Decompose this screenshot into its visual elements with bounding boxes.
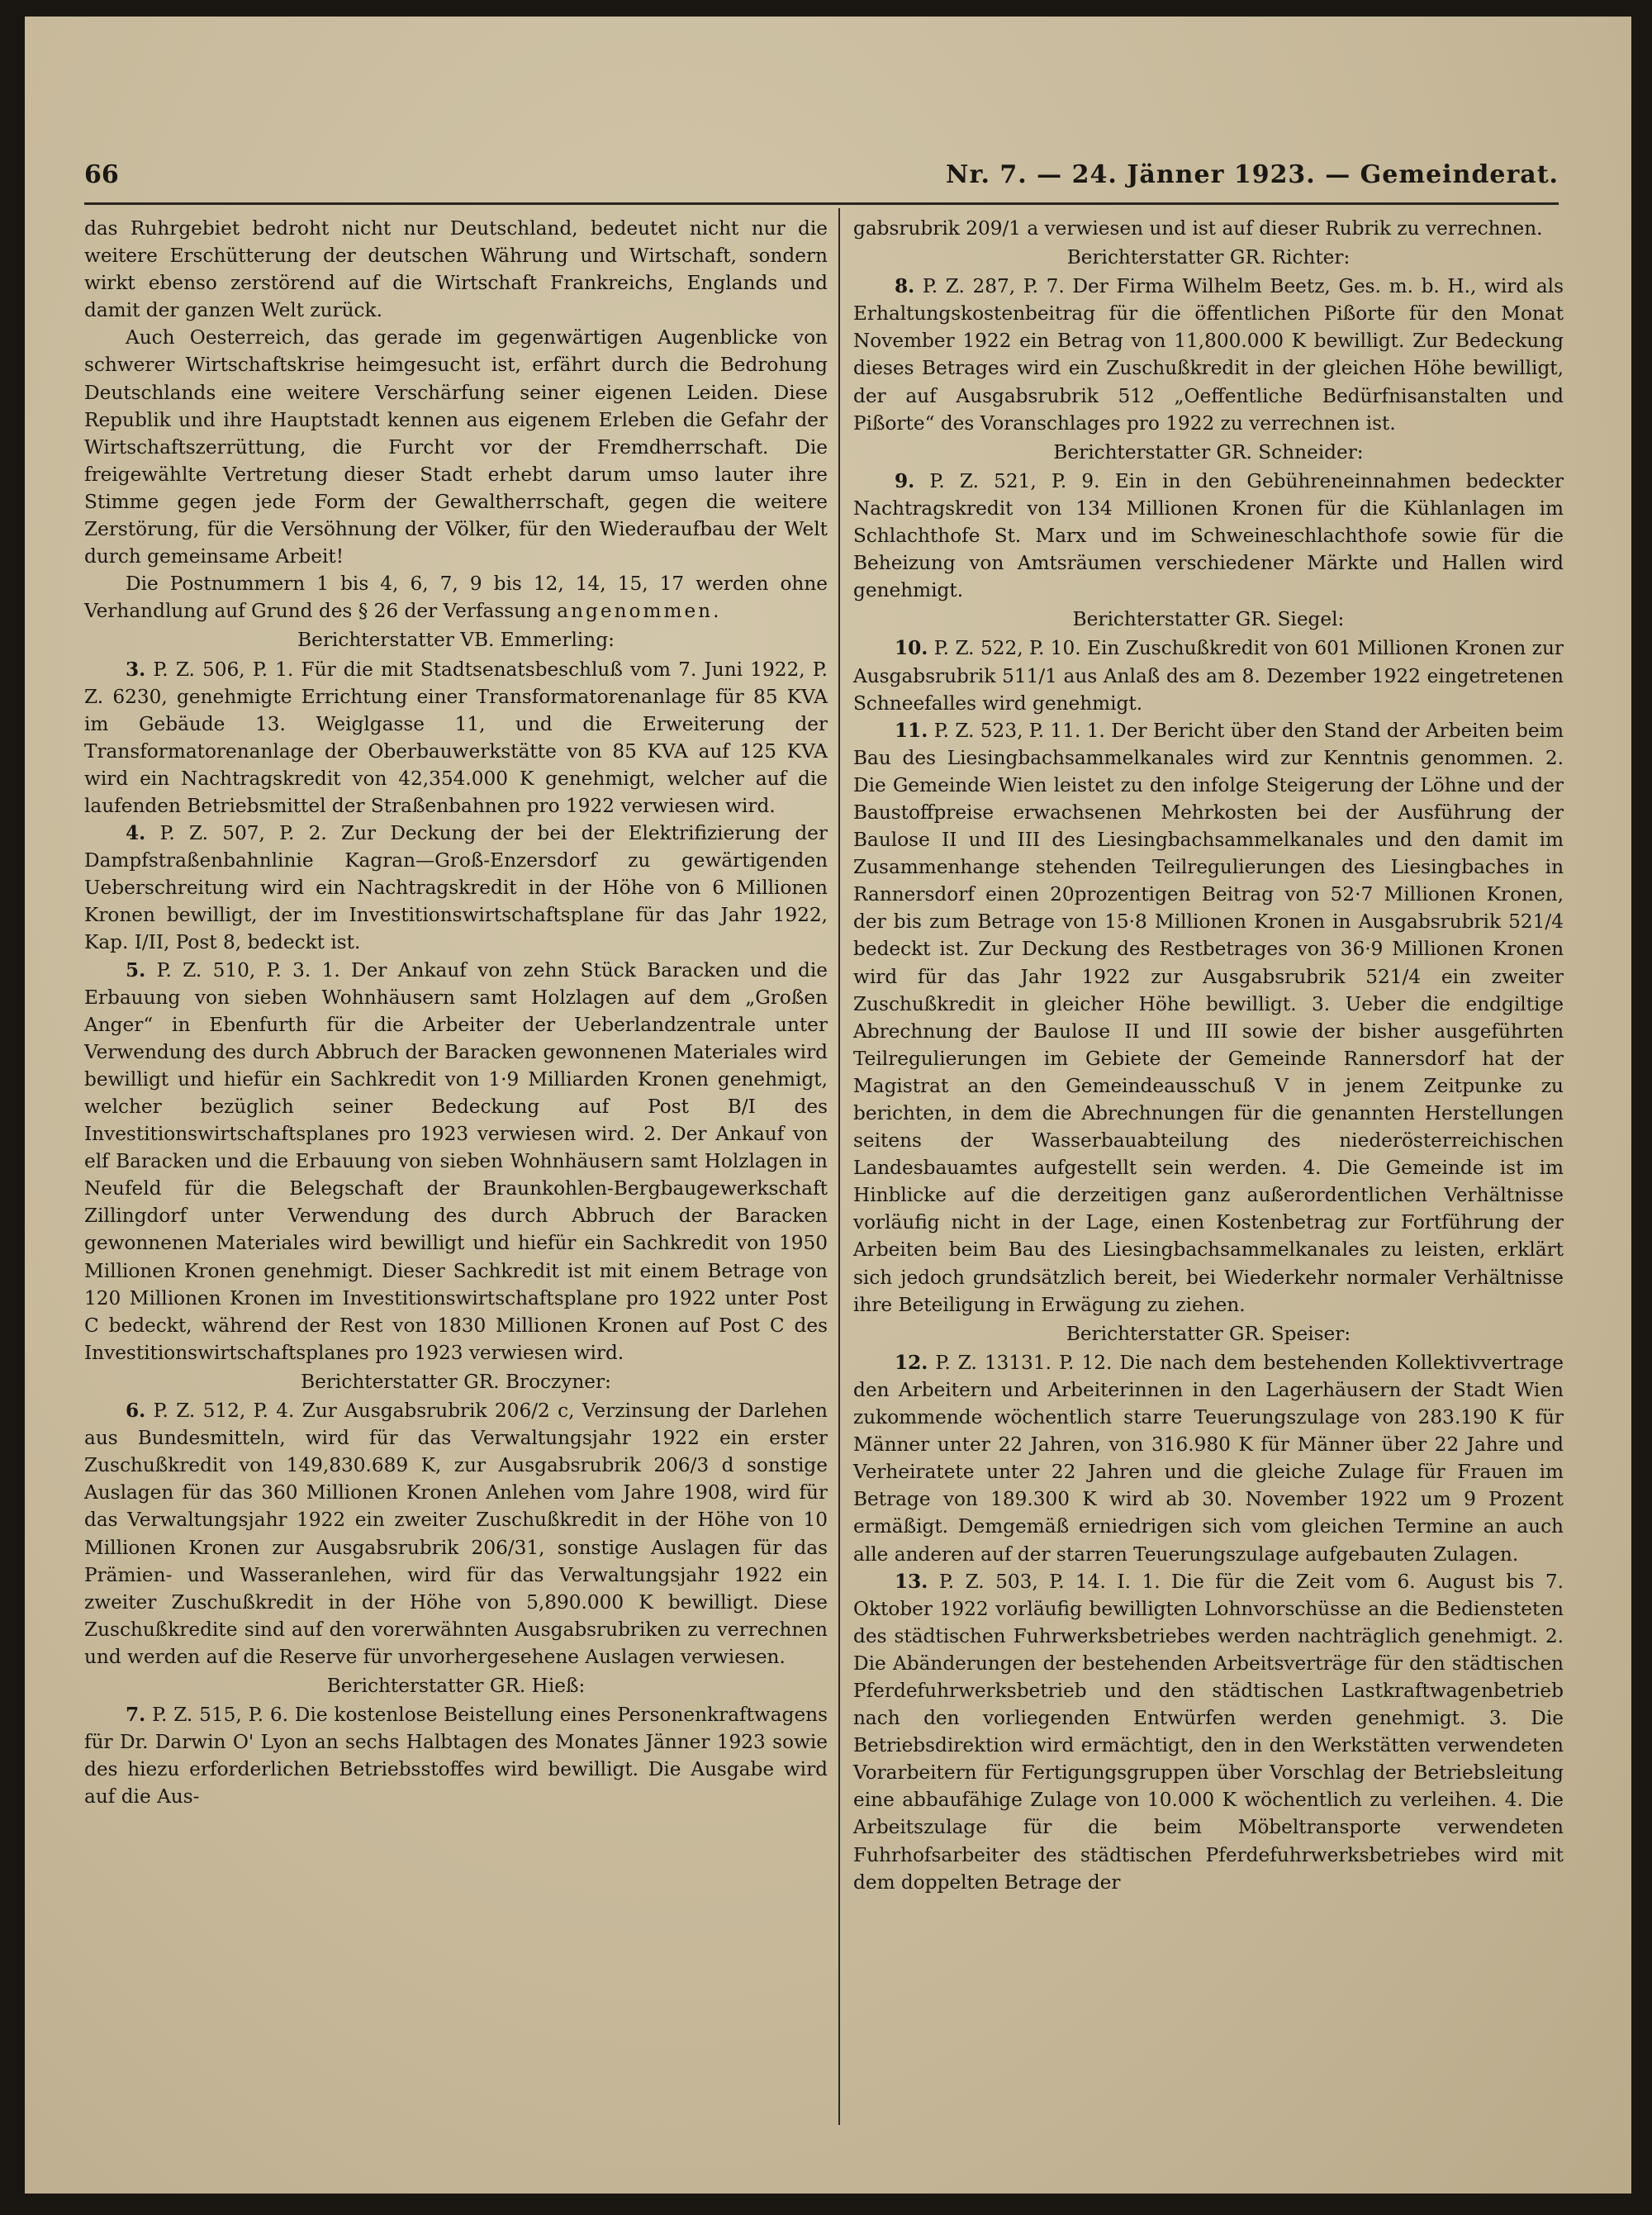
agenda-item <box>84 957 828 1367</box>
item-text: P. Z. 515, P. 6. Die kostenlose Beistellung eines Personenkraftwagens für Dr. Darwin O' Lyon an sechs Halbtagen des Monates Jänner 1923 sowie des hiezu erforderlichen Betriebsstoffes wird bewilligt. Die Ausgabe wird auf die Aus- <box>84 1704 828 1809</box>
page-number: 66 <box>84 160 119 189</box>
agenda-item <box>853 717 1564 1319</box>
rapporteur-heading: Berichterstatter GR. Broczyner: <box>301 1370 611 1393</box>
rapporteur-heading: Berichterstatter VB. Emmerling: <box>297 629 615 652</box>
agenda-item <box>853 635 1564 716</box>
paragraph: das Ruhrgebiet bedroht nicht nur Deutschland, bedeutet nicht nur die weitere Erschütterung der deutschen Währung und Wirtschaft, sondern wirkt ebenso zerstörend auf die Wirtschaft Frankreichs, Englands und damit der ganzen Welt zurück. <box>84 217 828 322</box>
paragraph <box>84 570 828 625</box>
item-number: 6. <box>126 1400 146 1423</box>
paragraph: Auch Oesterreich, das gerade im gegenwärtigen Augenblicke von schwerer Wirtschaftskrise heimgesucht ist, erfährt durch die Bedrohung Deutschlands eine weitere Verschärfung seiner eigenen Leiden. Diese Republik und ihre Hauptstadt kennen aus eigenem Erleben die Gefahr der Wirtschaftszerrüttung, die Furcht vor der Fremdherrschaft. Die freigewählte Vertretung dieser Stadt erhebt darum umso lauter ihre Stimme gegen jede Form der Gewaltherrschaft, gegen die weitere Zerstörung, für die Versöhnung der Völker, für den Wiederaufbau der Welt durch gemeinsame Arbeit! <box>84 326 828 568</box>
agenda-item <box>84 1397 828 1671</box>
item-text: P. Z. 522, P. 10. Ein Zuschußkredit von 601 Millionen Kronen zur Ausgabsrubrik 511/1 aus Anlaß des am 8. Dezember 1922 eingetretenen Schneefalles wird genehmigt. <box>853 637 1564 715</box>
item-text: P. Z. 287, P. 7. Der Firma Wilhelm Beetz, Ges. m. b. H., wird als Erhaltungskostenbeitrag für die öffentlichen Pißorte für den Monat November 1922 ein Betrag von 11,800.000 K bewilligt. Zur Bedeckung dieses Betrages wird ein Zuschußkredit in der gleichen Höhe bewilligt, der auf Ausgabsrubrik 512 „Oeffentliche Bedürfnisanstalten und Pißorte“ des Voranschlages pro 1922 zu verrechnen ist. <box>853 275 1564 435</box>
agenda-item <box>853 468 1564 604</box>
paragraph: gabsrubrik 209/1 a verwiesen und ist auf dieser Rubrik zu verrechnen. <box>853 217 1543 240</box>
agenda-item <box>84 820 828 956</box>
item-number: 12. <box>895 1351 928 1374</box>
right-column <box>853 215 1564 1896</box>
item-number: 13. <box>895 1570 928 1593</box>
item-number: 4. <box>126 822 146 845</box>
item-text: P. Z. 521, P. 9. Ein in den Gebühreneinnahmen bedeckter Nachtragskredit von 134 Millionen Kronen für die Kühlanlagen im Schlachthofe St. Marx und im Schweineschlachthofe sowie für die Beheizung von Amtsräumen verschiedener Märkte und Hallen wird genehmigt. <box>853 469 1564 602</box>
rapporteur-heading: Berichterstatter GR. Hieß: <box>326 1674 586 1697</box>
item-number: 5. <box>126 958 146 982</box>
agenda-item <box>853 273 1564 437</box>
rapporteur-heading: Berichterstatter GR. Richter: <box>1066 246 1351 269</box>
agenda-item <box>84 656 828 820</box>
rapporteur-heading: Berichterstatter GR. Schneider: <box>1053 440 1364 463</box>
left-column <box>84 215 828 1810</box>
agenda-item <box>853 1349 1564 1568</box>
page-header <box>84 157 1559 198</box>
paragraph-text: Die Postnummern 1 bis 4, 6, 7, 9 bis 12, 14, 15, 17 werden ohne Verhandlung auf Grund des § 26 der Verfassung <box>84 573 828 623</box>
rapporteur-heading: Berichterstatter GR. Siegel: <box>1072 608 1345 631</box>
item-text: P. Z. 507, P. 2. Zur Deckung der bei der Elektrifizierung der Dampfstraßenbahnlinie Kagran—Groß-Enzersdorf zu gewärtigenden Ueberschreitung wird ein Nachtragskredit in der Höhe von 6 Millionen Kronen bewilligt, der im Investitionswirtschaftsplane für das Jahr 1922, Kap. I/II, Post 8, bedeckt ist. <box>84 822 828 954</box>
item-number: 9. <box>895 469 915 492</box>
rapporteur-heading: Berichterstatter GR. Speiser: <box>1066 1322 1351 1345</box>
item-number: 8. <box>895 275 915 298</box>
item-text: P. Z. 523, P. 11. 1. Der Bericht über den Stand der Arbeiten beim Bau des Liesingbachsammelkanales wird zur Kenntnis genommen. 2. Die Gemeinde Wien leistet zu den infolge Steigerung der Löhne und der Baustoffpreise erwachsenen Mehrkosten bei der Ausführung der Baulose II und III des Liesingbachsammelkanales und den damit im Zusammenhange stehenden Teilregulierungen des Liesingbaches in Rannersdorf einen 20prozentigen Beitrag von 52·7 Millionen Kronen, der bis zum Betrage von 15·8 Millionen Kronen in Ausgabsrubrik 521/4 bedeckt ist. Zur Deckung des Restbetrages von 36·9 Millionen Kronen wird für das Jahr 1922 zur Ausgabsrubrik 521/4 ein zweiter Zuschußkredit in gleicher Höhe bewilligt. 3. Ueber die endgiltige Abrechnung der Baulose II und III sowie der bisher ausgeführten Teilregulierungen im Gebiete der Gemeinde Rannersdorf hat der Magistrat an den Gemeindeausschuß V in jenem Zeitpunke zu berichten, in dem die Abrechnungen für die genannten Herstellungen seitens der Wasserbauabteilung des niederösterreichischen Landesbauamtes aufgestellt sein werden. 4. Die Gemeinde ist im Hinblicke auf die derzeitigen ganz außerordentlichen Verhältnisse vorläufig nicht in der Lage, einen Kostenbetrag zur Fortführung der Arbeiten beim Bau des Liesingbachsammelkanales zu leisten, erklärt sich jedoch grundsätzlich bereit, bei Wiederkehr normaler Verhältnisse ihre Beteiligung in Erwägung zu ziehen. <box>853 719 1564 1316</box>
emphasis-text: angenommen. <box>557 600 722 623</box>
newspaper-page <box>25 17 1631 2194</box>
item-text: P. Z. 13131. P. 12. Die nach dem bestehenden Kollektivvertrage den Arbeitern und Arbeiterinnen in den Lagerhäusern der Stadt Wien zukommende wöchentlich starre Teuerungszulage von 283.190 K für Männer unter 22 Jahren, von 316.980 K für Männer über 22 Jahre und Verheiratete unter 22 Jahren und die gleiche Zulage für Frauen im Betrage von 189.300 K wird ab 30. November 1922 um 9 Prozent ermäßigt. Demgemäß erniedrigen sich vom gleichen Termine an auch alle anderen auf der starren Teuerungszulage aufgebauten Zulagen. <box>853 1351 1564 1566</box>
item-number: 7. <box>126 1704 146 1727</box>
column-divider <box>838 208 840 2125</box>
header-rule <box>84 202 1559 205</box>
item-number: 11. <box>895 719 928 742</box>
item-text: P. Z. 510, P. 3. 1. Der Ankauf von zehn Stück Baracken und die Erbauung von sieben Wohnhäusern samt Holzlagen auf dem „Großen Anger“ in Ebenfurth für die Arbeiter der Ueberlandzentrale unter Verwendung des durch Abbruch der Baracken gewonnenen Materiales wird bewilligt und hiefür ein Sachkredit von 1·9 Milliarden Kronen genehmigt, welcher bezüglich seiner Bedeckung auf Post B/I des Investitionswirtschaftsplanes pro 1923 verwiesen wird. 2. Der Ankauf von elf Baracken und die Erbauung von sieben Wohnhäusern samt Holzlagen in Neufeld für die Belegschaft der Braunkohlen-Bergbaugewerkschaft Zillingdorf unter Verwendung des durch Abbruch der Baracken gewonnenen Materiales wird bewilligt und hiefür ein Sachkredit von 1950 Millionen Kronen genehmigt. Dieser Sachkredit ist mit einem Betrage von 120 Millionen Kronen im Investitionswirtschaftsplane pro 1922 unter Post C bedeckt, während der Rest von 1830 Millionen Kronen auf Post C des Investitionswirtschaftsplanes pro 1923 verwiesen wird. <box>84 958 828 1364</box>
agenda-item <box>853 1568 1564 1896</box>
item-text: P. Z. 512, P. 4. Zur Ausgabsrubrik 206/2 c, Verzinsung der Darlehen aus Bundesmitteln, wird für das Verwaltungsjahr 1922 ein erster Zuschußkredit von 149,830.689 K, zur Ausgabsrubrik 206/3 d sonstige Auslagen für das 360 Millionen Kronen Anlehen vom Jahre 1908, wird für das Verwaltungsjahr 1922 ein zweiter Zuschußkredit in der Höhe von 10 Millionen Kronen zur Ausgabsrubrik 206/31, sonstige Auslagen für das Prämien- und Wasseranlehen, wird für das Verwaltungsjahr 1922 ein zweiter Zuschußkredit in der Höhe von 5,890.000 K bewilligt. Diese Zuschußkredite sind auf den vorerwähnten Ausgabsrubriken zu verrechnen und werden auf die Reserve für unvorhergesehene Auslagen verwiesen. <box>84 1400 828 1668</box>
item-number: 3. <box>126 658 146 681</box>
item-number: 10. <box>895 637 928 660</box>
running-title: Nr. 7. — 24. Jänner 1923. — Gemeinderat. <box>946 160 1559 189</box>
item-text: P. Z. 506, P. 1. Für die mit Stadtsenatsbeschluß vom 7. Juni 1922, P. Z. 6230, genehmigte Errichtung einer Transformatorenanlage für 85 KVA im Gebäude 13. Weiglgasse 11, und die Erweiterung der Transformatorenanlage der Oberbauwerkstätte von 85 KVA auf 125 KVA wird ein Nachtragskredit von 42,354.000 K genehmigt, welcher auf die laufenden Betriebsmittel der Straßenbahnen pro 1922 verwiesen wird. <box>84 658 828 817</box>
item-text: P. Z. 503, P. 14. I. 1. Die für die Zeit vom 6. August bis 7. Oktober 1922 vorläufig bewilligten Lohnvorschüsse an die Bediensteten des städtischen Fuhrwerksbetriebes werden nachträglich genehmigt. 2. Die Abänderungen der bestehenden Arbeitsverträge für den städtischen Pferdefuhrwerksbetrieb und den städtischen Lastkraftwagenbetrieb nach den vorliegenden Entwürfen werden genehmigt. 3. Die Betriebsdirektion wird ermächtigt, den in den Werkstätten verwendeten Vorarbeitern für Fertigungsgruppen über Vorschlag der Betriebsleitung eine abbaufähige Zulage von 10.000 K wöchentlich zu verleihen. 4. Die Arbeitszulage für die beim Möbeltransporte verwendeten Fuhrhofsarbeiter des städtischen Pferdefuhrwerksbetriebes wird mit dem doppelten Betrage der <box>853 1570 1564 1894</box>
agenda-item <box>84 1701 828 1810</box>
